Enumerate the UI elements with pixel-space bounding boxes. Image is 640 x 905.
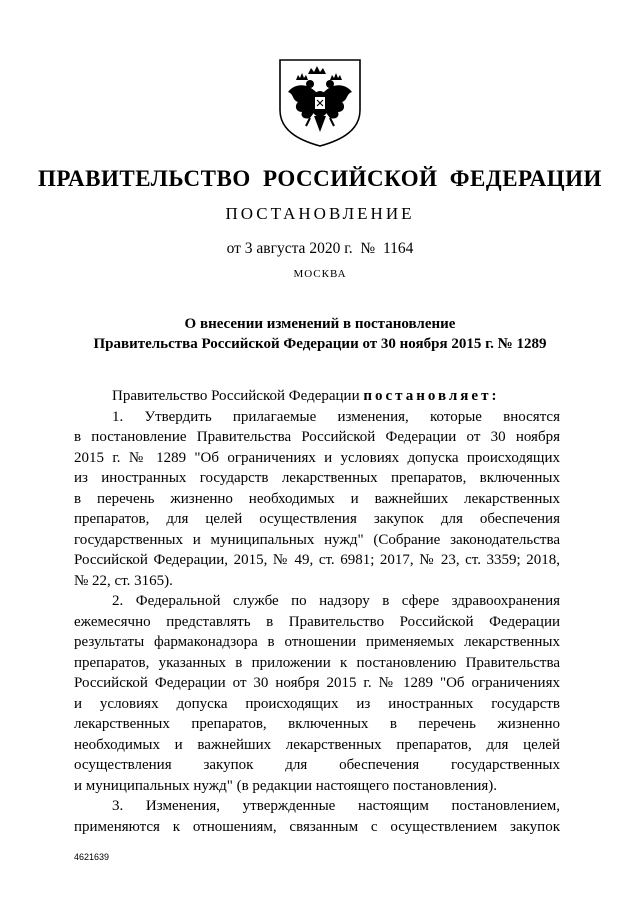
body-line: 1. Утвердить прилагаемые изменения, которые вносятся <box>112 408 560 425</box>
body-line: ежемесячно представлять в Правительство Российской Федерации <box>74 613 560 630</box>
city-label: МОСКВА <box>293 268 347 280</box>
document-title-line-1: О внесении изменений в постановление <box>184 316 456 332</box>
body-line: лекарственных препаратов, включенных в перечень жизненно <box>74 716 560 732</box>
body-line: из иностранных государств лекарственных препаратов, включенных <box>74 470 560 486</box>
date-number-line: от 3 августа 2020 г. № 1164 <box>226 240 414 257</box>
body-line: препаратов, указанных в приложении к постановлению Правительства <box>74 654 560 671</box>
body-line: в постановление Правительства Российской Федерации от 30 ноября <box>74 429 560 445</box>
body-line: государственных и муниципальных нужд" (Собрание законодательства <box>74 531 560 548</box>
body-line: результаты фармаконадзора в отношении применяемых лекарственных <box>74 634 560 650</box>
document-type: ПОСТАНОВЛЕНИЕ <box>225 204 415 223</box>
body-line: в перечень жизненно необходимых и важнейших лекарственных <box>74 490 560 507</box>
government-heading: ПРАВИТЕЛЬСТВО РОССИЙСКОЙ ФЕДЕРАЦИИ <box>38 166 602 191</box>
body-line: и условиях допуска происходящих из иностранных государств <box>74 695 560 712</box>
body-line: 2. Федеральной службе по надзору в сфере здравоохранения <box>112 593 560 609</box>
body-line: и муниципальных нужд" (в редакции настоящего постановления). <box>74 777 498 794</box>
intro-prefix: Правительство Российской Федерации <box>112 388 364 404</box>
body-line: 3. Изменения, утвержденные настоящим постановлением, <box>112 798 560 814</box>
coat-of-arms-emblem <box>272 52 368 148</box>
body-line: препаратов, для целей осуществления закупок для обеспечения <box>74 511 560 527</box>
body-line: Российской Федерации, 2015, № 49, ст. 6981; 2017, № 23, ст. 3359; 2018, <box>74 552 560 568</box>
document-body <box>74 386 560 837</box>
body-line: осуществления закупок для обеспечения государственных <box>74 757 560 773</box>
body-line: № 22, ст. 3165). <box>74 572 173 589</box>
intro-line <box>74 386 560 407</box>
body-line: 2015 г. № 1289 "Об ограничениях и условиях допуска происходящих <box>74 449 560 466</box>
footer-document-number: 4621639 <box>74 852 110 862</box>
body-line: Российской Федерации от 30 ноября 2015 г. № 1289 "Об ограничениях <box>74 675 560 691</box>
document-title-line-2: Правительства Российской Федерации от 30 ноября 2015 г. № 1289 <box>93 336 547 352</box>
intro-decree-word: постановляет: <box>363 388 500 404</box>
body-line: применяются к отношениям, связанным с осуществлением закупок <box>74 818 560 835</box>
body-line: необходимых и важнейших лекарственных препаратов, для целей <box>74 736 560 753</box>
